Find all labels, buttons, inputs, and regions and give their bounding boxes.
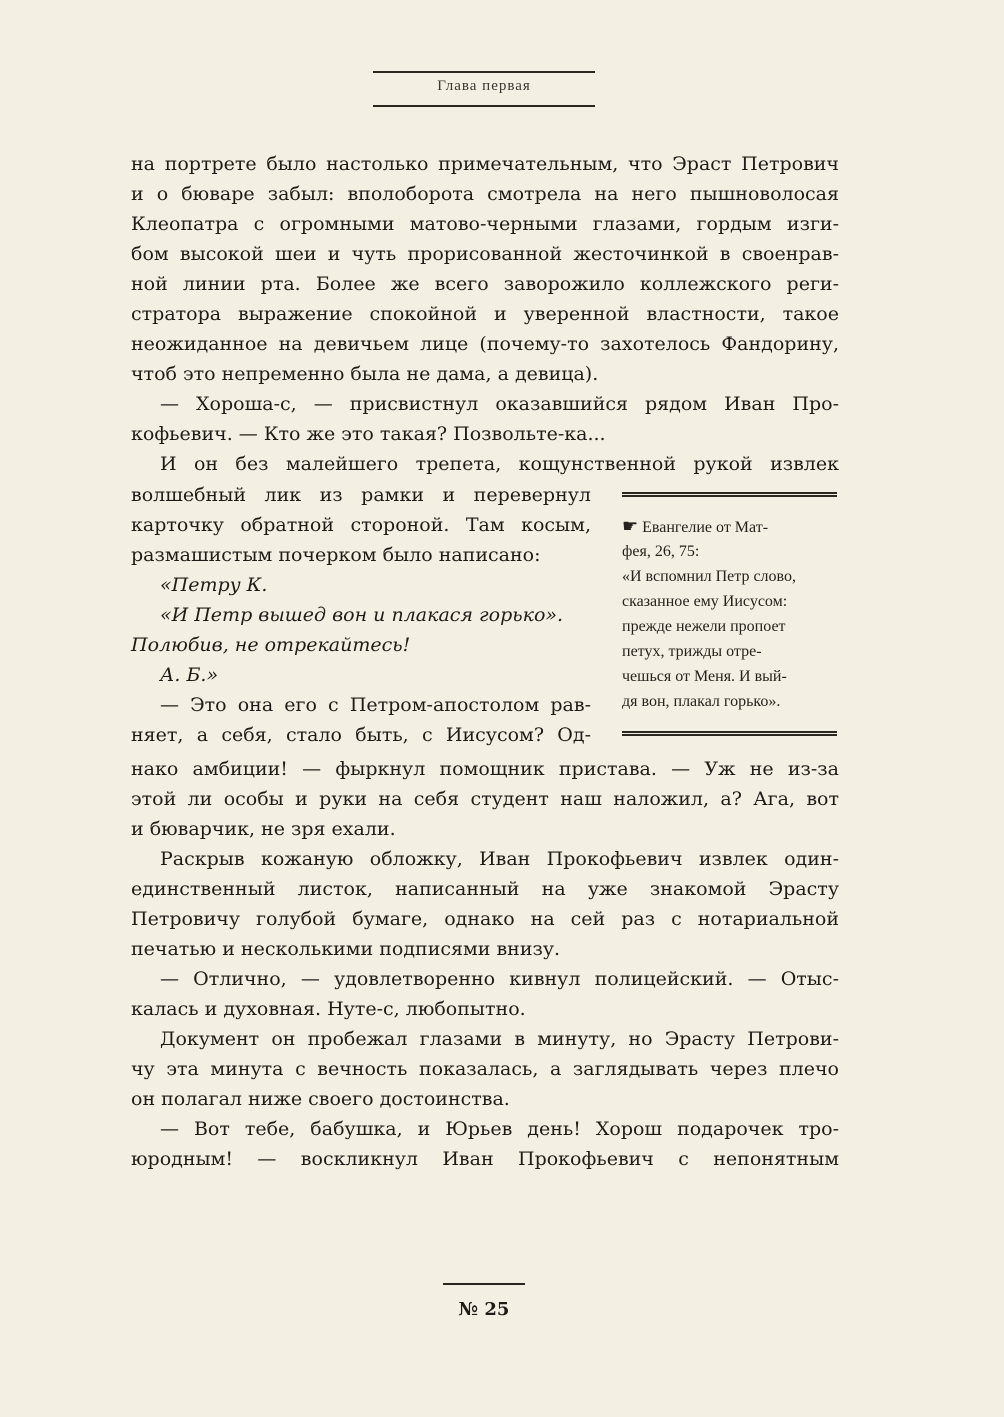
letter-signature: А. Б.» xyxy=(160,664,219,686)
header-rule-bottom xyxy=(373,105,595,107)
sidenote-line: петух, трижды отре- xyxy=(622,643,762,660)
text-line: Клеопатра с огромными матово-черными глазами, гордым изги- xyxy=(131,213,839,235)
pointing-hand-icon: ☛ xyxy=(622,516,639,536)
text-line: Документ он пробежал глазами в минуту, но Эрасту Петрови- xyxy=(160,1028,839,1050)
text-line: и бюварчик, не зря ехали. xyxy=(131,818,396,840)
sidenote-line: фея, 26, 75: xyxy=(622,543,700,560)
text-line: калась и духовная. Нуте-с, любопытно. xyxy=(131,998,526,1020)
text-line: Раскрыв кожаную обложку, Иван Прокофьевич извлек один- xyxy=(160,848,839,870)
sidenote-line: сказанное ему Иисусом: xyxy=(622,593,788,610)
page-number: № 25 xyxy=(458,1299,510,1320)
sidenote-line: дя вон, плакал горько». xyxy=(622,693,781,710)
text-line: и о бюваре забыл: вполоборота смотрела на него пышноволосая xyxy=(131,183,839,205)
letter-line: Полюбив, не отрекайтесь! xyxy=(131,634,411,656)
text-line: стратора выражение спокойной и уверенной властности, такое xyxy=(131,303,839,325)
text-line: печатью и несколькими подписями внизу. xyxy=(131,938,561,960)
text-line: единственный листок, написанный на уже знакомой Эрасту xyxy=(131,878,839,900)
text-line: размашистым почерком было написано: xyxy=(131,544,541,566)
sidenote-line: «И вспомнил Петр слово, xyxy=(622,568,796,585)
sidenote-rule-bottom xyxy=(622,731,837,736)
sidenote-line: прежде нежели пропоет xyxy=(622,618,786,635)
text-line: волшебный лик из рамки и перевернул xyxy=(131,484,591,506)
letter-line: «Петру К. xyxy=(160,574,268,596)
text-line: чтоб это непременно была не дама, а девица). xyxy=(131,363,599,385)
text-line: бом высокой шеи и чуть прорисованной жесточинкой в своенрав- xyxy=(131,243,839,265)
text-line: он полагал ниже своего достоинства. xyxy=(131,1088,510,1110)
text-line: на портрете было настолько примечательным, что Эраст Петрович xyxy=(131,153,839,175)
text-line: — Хороша-с, — присвистнул оказавшийся рядом Иван Про- xyxy=(160,393,839,415)
footer-rule xyxy=(443,1283,525,1285)
sidenote-line: чешься от Меня. И вый- xyxy=(622,668,787,685)
text-line: няет, а себя, стало быть, с Иисусом? Од- xyxy=(131,724,591,746)
text-line: этой ли особы и руки на себя студент наш наложил, а? Ага, вот xyxy=(131,788,839,810)
sidenote-line: ☛ Евангелие от Мат- xyxy=(622,516,769,536)
text-line: — Отлично, — удовлетворенно кивнул полицейский. — Отыс- xyxy=(160,968,839,990)
letter-line: «И Петр вышед вон и плакася горько». xyxy=(160,604,564,626)
text-line: — Вот тебе, бабушка, и Юрьев день! Хорош подарочек тро- xyxy=(160,1118,839,1140)
text-line: юродным! — воскликнул Иван Прокофьевич с непонятным xyxy=(131,1148,839,1170)
text-line: нако амбиции! — фыркнул помощник пристава. — Уж не из-за xyxy=(131,758,839,780)
text-line: чу эта минута с вечность показалась, а заглядывать через плечо xyxy=(131,1058,839,1080)
text-line: ной линии рта. Более же всего заворожило коллежского реги- xyxy=(131,273,839,295)
sidenote-rule-top xyxy=(622,492,837,497)
text-line: И он без малейшего трепета, кощунственной рукой извлек xyxy=(160,453,839,475)
text-line: неожиданное на девичьем лице (почему-то захотелось Фандорину, xyxy=(131,333,839,355)
text-line: карточку обратной стороной. Там косым, xyxy=(131,514,591,536)
running-head: Глава первая xyxy=(437,78,531,94)
text-line: Петровичу голубой бумаге, однако на сей раз с нотариальной xyxy=(131,908,839,930)
header-rule-top xyxy=(373,71,595,73)
text-line: — Это она его с Петром-апостолом рав- xyxy=(160,694,591,716)
text-line: кофьевич. — Кто же это такая? Позвольте-ка... xyxy=(131,423,606,445)
